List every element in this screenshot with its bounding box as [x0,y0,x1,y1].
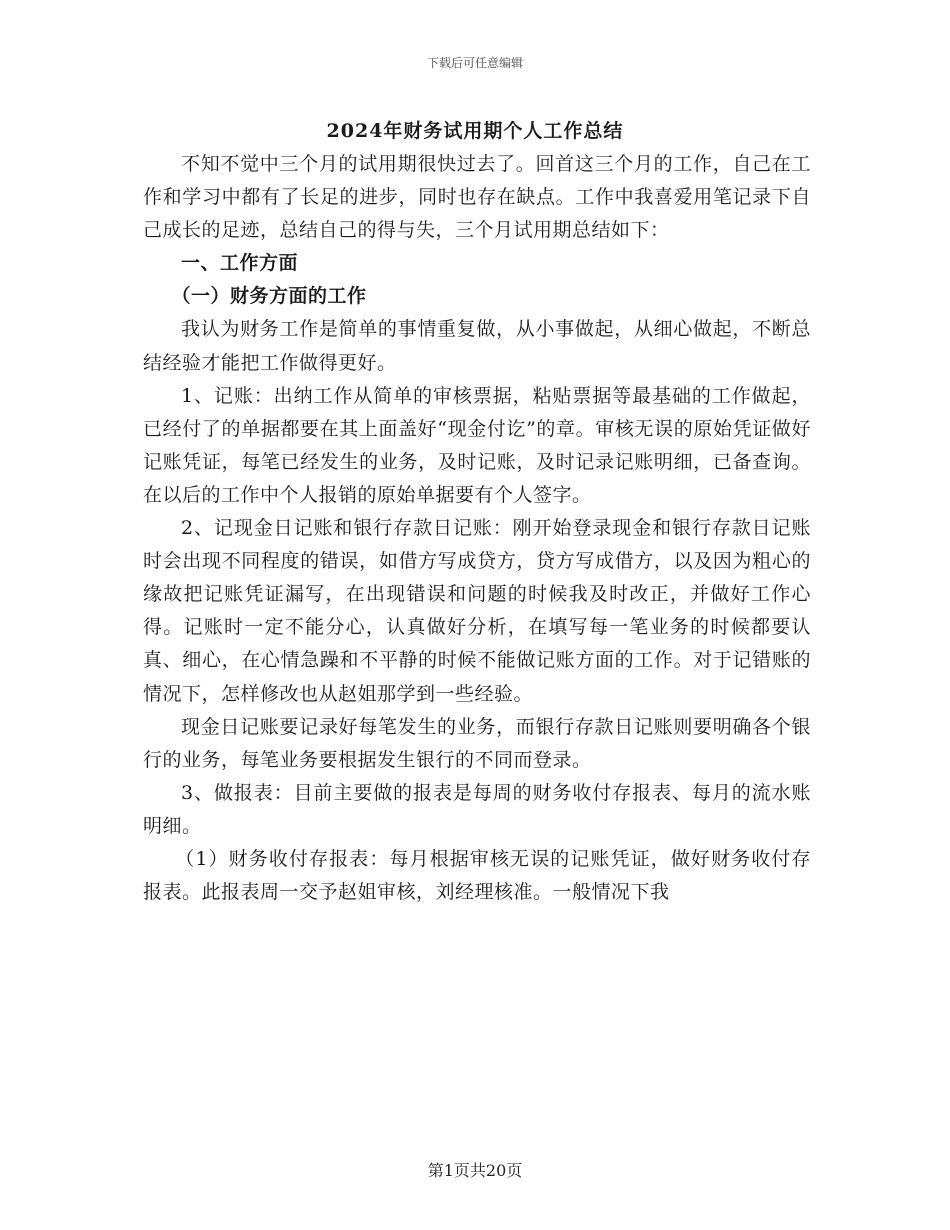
paragraph: 现金日记账要记录好每笔发生的业务，而银行存款日记账则要明确各个银行的业务，每笔业务要根据发生银行的不同而登录。 [143,715,811,771]
page-footer: 第1页共20页 [427,1161,523,1180]
document-body [143,148,811,909]
section-heading-work: 一、工作方面 [181,252,299,275]
paragraph-report-item: （1）财务收付存报表：每月根据审核无误的记账凭证，做好财务收付存报表。此报表周一交予赵姐审核，刘经理核准。一般情况下我 [143,847,811,904]
paragraph-reports: 3、做报表：目前主要做的报表是每周的财务收付存报表、每月的流水账明细。 [143,781,811,837]
header-note: 下载后可任意编辑 [426,56,523,70]
subsection-heading-finance: （一）财务方面的工作 [171,285,367,308]
paragraph-journals: 2、记现金日记账和银行存款日记账：刚开始登录现金和银行存款日记账时会出现不同程度的错误，如借方写成贷方，贷方写成借方，以及因为粗心的缘故把记账凭证漏写，在出现错误和问题的时候我及时改正，并做好工作心得。记账时一定不能分心，认真做好分析，在填写每一笔业务的时候都要认真、细心，在心情急躁和不平静的时候不能做记账方面的工作。对于记错账的情况下，怎样修改也从赵姐那学到一些经验。 [143,517,811,705]
paragraph-bookkeeping: 1、记账：出纳工作从简单的审核票据，粘贴票据等最基础的工作做起，已经付了的单据都要在其上面盖好“现金付讫”的章。审核无误的原始凭证做好记账凭证，每笔已经发生的业务，及时记账，及时记录记账明细，已备查询。在以后的工作中个人报销的原始单据要有个人签字。 [143,384,811,506]
paragraph: 我认为财务工作是简单的事情重复做，从小事做起，从细心做起，不断总结经验才能把工作做得更好。 [143,318,811,374]
document-title: 2024年财务试用期个人工作总结 [326,120,624,142]
paragraph-intro: 不知不觉中三个月的试用期很快过去了。回首这三个月的工作，自己在工作和学习中都有了长足的进步，同时也存在缺点。工作中我喜爱用笔记录下自己成长的足迹，总结自己的得与失，三个月试用期总结如下： [143,153,811,242]
